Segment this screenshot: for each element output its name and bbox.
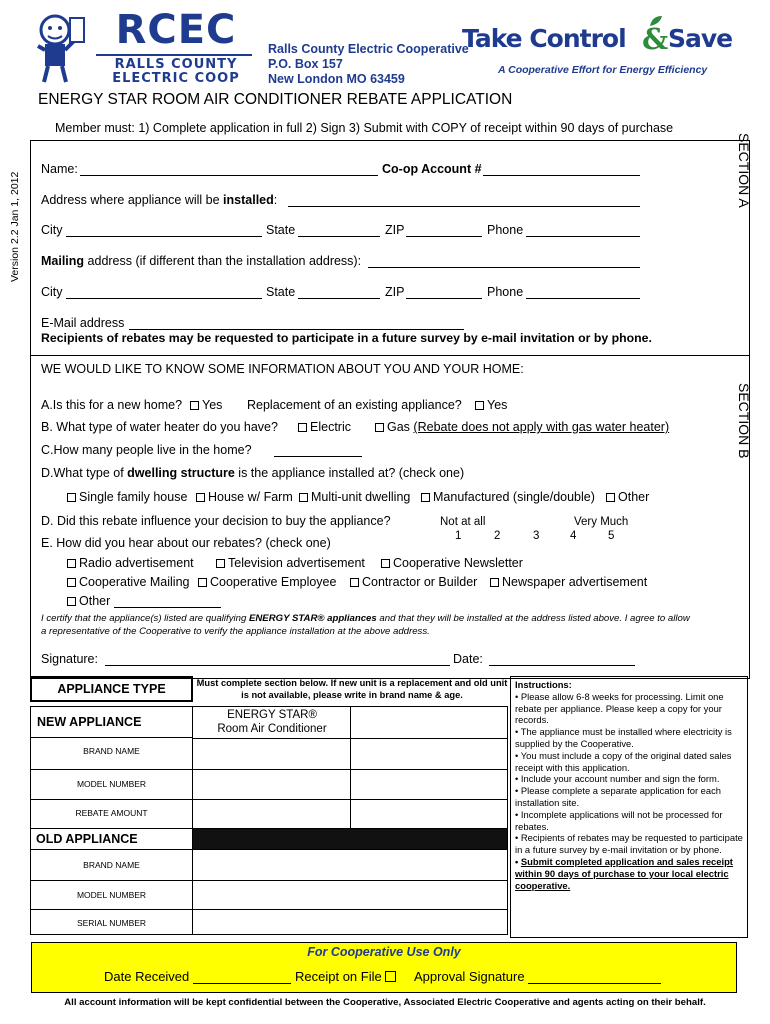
phone-field[interactable]	[526, 236, 640, 237]
email-label: E-Mail address	[41, 316, 125, 330]
name-label: Name:	[41, 162, 78, 176]
leaf-icon	[648, 14, 664, 28]
new-model-number-label: MODEL NUMBER	[76, 779, 147, 789]
state-label: State	[266, 223, 296, 237]
section-b-label: SECTION B	[736, 383, 752, 459]
old-serial-number-label: SERIAL NUMBER	[76, 918, 147, 928]
hear-radio[interactable]: Radio advertisement	[67, 556, 194, 570]
dwelling-multi-unit[interactable]: Multi-unit dwelling	[299, 490, 410, 504]
signature-label: Signature:	[41, 652, 98, 666]
q-a-yes-option[interactable]: Yes	[190, 398, 222, 412]
city-field[interactable]	[66, 236, 262, 237]
brand-title-1: Take Control	[462, 24, 626, 53]
new-brand-name-cell-2[interactable]	[352, 740, 506, 768]
mailing-state-label: State	[266, 285, 296, 299]
rcec-logo	[30, 7, 260, 86]
version-label: Version 2.2 Jan 1, 2012	[9, 171, 21, 282]
date-label: Date:	[453, 652, 483, 666]
instructions-content	[515, 679, 743, 891]
mailing-city-field[interactable]	[66, 298, 262, 299]
q-b-gas-checkbox[interactable]	[375, 423, 384, 432]
install-address-label: Address where appliance will be installed:	[41, 193, 278, 207]
receipt-on-file-label: Receipt on File	[295, 969, 396, 984]
approval-signature-label: Approval Signature	[414, 969, 525, 984]
q-b-electric-checkbox[interactable]	[298, 423, 307, 432]
logo-text: RCEC	[115, 7, 237, 53]
instruction-item: • Recipients of rebates may be requested to participate in a future survey by e-mail invitation or by phone.	[515, 832, 743, 856]
certify-line-1: I certify that the appliance(s) listed are qualifying ENERGY STAR® appliances and that they will be installed at the address listed above. I agree to allow	[41, 613, 690, 624]
approval-signature-field[interactable]	[528, 983, 661, 984]
scale-5[interactable]: 5	[608, 530, 615, 542]
q-a-yes-checkbox[interactable]	[190, 401, 199, 410]
account-field[interactable]	[483, 175, 640, 176]
state-field[interactable]	[298, 236, 380, 237]
form-title: ENERGY STAR ROOM AIR CONDITIONER REBATE APPLICATION	[38, 91, 513, 108]
date-received-field[interactable]	[193, 983, 291, 984]
date-received-label: Date Received	[104, 969, 190, 984]
new-rebate-amount-cell[interactable]	[194, 801, 349, 827]
instruction-item: • The appliance must be installed where electricity is supplied by the Cooperative.	[515, 726, 732, 749]
email-field[interactable]	[129, 329, 464, 330]
zip-label: ZIP	[385, 223, 405, 237]
q-d-label: D.What type of dwelling structure is the appliance installed at? (check one)	[41, 466, 465, 480]
appliance-type-header	[30, 676, 193, 702]
q-e-label: E. How did you hear about our rebates? (check one)	[41, 536, 331, 550]
certify-line-2: a representative of the Cooperative to verify the appliance installation at the above address.	[41, 626, 430, 637]
old-appliance-text: OLD APPLIANCE	[36, 832, 138, 846]
section-b-intro: WE WOULD LIKE TO KNOW SOME INFORMATION ABOUT YOU AND YOUR HOME:	[41, 362, 524, 376]
old-model-number-label: MODEL NUMBER	[76, 890, 147, 900]
brand-title-2: Save	[668, 24, 733, 53]
hear-television[interactable]: Television advertisement	[216, 556, 365, 570]
section-a-label: SECTION A	[736, 133, 752, 208]
new-model-number-cell-2[interactable]	[352, 771, 506, 798]
old-appliance-header	[30, 828, 193, 850]
energy-star-column-header: ENERGY STAR® Room Air Conditioner	[217, 709, 327, 735]
scale-1[interactable]: 1	[455, 530, 462, 542]
hear-other-checkbox[interactable]	[67, 597, 76, 606]
zip-field[interactable]	[406, 236, 482, 237]
mailing-address-field[interactable]	[368, 267, 640, 268]
old-brand-name-label: BRAND NAME	[83, 860, 140, 870]
dwelling-other-checkbox[interactable]	[606, 493, 615, 502]
dwelling-manufactured[interactable]: Manufactured (single/double)	[421, 490, 595, 504]
take-control-save-logo	[462, 24, 752, 82]
scale-3[interactable]: 3	[533, 530, 540, 542]
hear-employee-checkbox[interactable]	[198, 578, 207, 587]
instruction-item: • Please allow 6-8 weeks for processing. Limit one rebate per appliance. Please keep a copy for your records.	[515, 690, 724, 726]
mailing-phone-field[interactable]	[526, 298, 640, 299]
q-c-field[interactable]	[274, 456, 362, 457]
logo-sub-1: RALLS COUNTY	[114, 57, 238, 72]
q-a-replace-yes-checkbox[interactable]	[475, 401, 484, 410]
old-appliance-dark-band	[193, 829, 507, 849]
brand-amp: &	[642, 22, 669, 56]
appliance-type-text: APPLIANCE TYPE	[57, 682, 166, 696]
q-b-gas-option[interactable]: Gas (Rebate does not apply with gas water heater)	[375, 420, 669, 434]
old-serial-number-cell[interactable]	[194, 911, 506, 933]
hear-employee[interactable]: Cooperative Employee	[198, 575, 336, 589]
mailing-address-label: Mailing address (if different than the installation address):	[41, 254, 362, 268]
hear-other-field[interactable]	[114, 607, 221, 608]
q-a-replace-label: Replacement of an existing appliance?	[247, 398, 462, 412]
new-brand-name-cell[interactable]	[194, 740, 349, 768]
mailing-state-field[interactable]	[298, 298, 380, 299]
hear-radio-checkbox[interactable]	[67, 559, 76, 568]
q-a-label: A.Is this for a new home?	[41, 398, 183, 412]
instructions-title: Instructions:	[515, 679, 572, 690]
hear-newspaper[interactable]: Newspaper advertisement	[490, 575, 647, 589]
q-a-replace-yes-option[interactable]: Yes	[475, 398, 507, 412]
hear-contractor-checkbox[interactable]	[350, 578, 359, 587]
old-model-number-cell[interactable]	[194, 882, 506, 908]
q-d2-label: D. Did this rebate influence your decision to buy the appliance?	[41, 514, 391, 528]
account-label: Co-op Account #	[382, 162, 482, 176]
coop-name: Ralls County Electric Cooperative	[268, 42, 469, 56]
dwelling-single-family[interactable]: Single family house	[67, 490, 187, 504]
member-instructions: Member must: 1) Complete application in full 2) Sign 3) Submit with COPY of receipt within 90 days of purchase	[55, 121, 674, 135]
install-address-field[interactable]	[288, 206, 640, 207]
hear-newsletter-checkbox[interactable]	[381, 559, 390, 568]
mascot-icon	[30, 10, 100, 85]
confidentiality-footer: All account information will be kept confidential between the Cooperative, Associated Electric Cooperative and agents acting on their behalf.	[64, 997, 706, 1008]
hear-newsletter[interactable]: Cooperative Newsletter	[381, 556, 523, 570]
hear-television-checkbox[interactable]	[216, 559, 225, 568]
logo-sub-2: ELECTRIC COOP	[112, 71, 240, 86]
dwelling-manufactured-checkbox[interactable]	[421, 493, 430, 502]
coop-use-title: For Cooperative Use Only	[307, 945, 461, 959]
hear-contractor[interactable]: Contractor or Builder	[350, 575, 477, 589]
dwelling-other[interactable]: Other	[606, 490, 649, 504]
phone-label: Phone	[487, 223, 524, 237]
hear-other[interactable]: Other	[67, 594, 110, 608]
scale-2[interactable]: 2	[494, 530, 501, 542]
q-b-label: B. What type of water heater do you have?	[41, 420, 278, 434]
dwelling-single-family-checkbox[interactable]	[67, 493, 76, 502]
instruction-item: • Include your account number and sign the form.	[515, 773, 720, 785]
coop-po-box: P.O. Box 157	[268, 57, 343, 71]
dwelling-multi-unit-checkbox[interactable]	[299, 493, 308, 502]
scale-high-label: Very Much	[574, 516, 629, 528]
survey-note: Recipients of rebates may be requested to participate in a future survey by e-mail invitation or by phone.	[41, 331, 652, 345]
instruction-item: • Please complete a separate application for each installation site.	[515, 785, 722, 808]
new-appliance-header	[30, 706, 193, 738]
old-brand-name-cell[interactable]	[194, 851, 506, 879]
q-c-label: C.How many people live in the home?	[41, 443, 252, 457]
scale-4[interactable]: 4	[570, 530, 577, 542]
signature-field[interactable]	[105, 665, 450, 666]
mailing-zip-label: ZIP	[385, 285, 405, 299]
hear-mailing[interactable]: Cooperative Mailing	[67, 575, 189, 589]
appliance-instruction: Must complete section below. If new unit is a replacement and old unit is not available, please write in brand name & age.	[196, 678, 508, 700]
mailing-zip-field[interactable]	[406, 298, 482, 299]
dwelling-house-farm-checkbox[interactable]	[196, 493, 205, 502]
instruction-final-item: • Submit completed application and sales receipt within 90 days of purchase to your local electric cooperative.	[515, 855, 733, 891]
instruction-item: • Incomplete applications will not be processed for rebates.	[515, 808, 723, 832]
coop-city-state: New London MO 63459	[268, 72, 405, 86]
name-field[interactable]	[80, 175, 378, 176]
new-rebate-amount-label: REBATE AMOUNT	[75, 808, 148, 818]
new-rebate-amount-cell-2[interactable]	[352, 801, 506, 827]
new-appliance-text: NEW APPLIANCE	[37, 715, 142, 729]
scale-low-label: Not at all	[440, 516, 486, 528]
hear-newspaper-checkbox[interactable]	[490, 578, 499, 587]
new-brand-name-label: BRAND NAME	[83, 746, 140, 756]
instruction-item: • You must include a copy of the original dated sales receipt with this application.	[515, 749, 732, 773]
q-b-gas-note: (Rebate does not apply with gas water heater)	[413, 420, 670, 434]
date-field[interactable]	[489, 665, 635, 666]
mailing-city-label: City	[41, 285, 63, 299]
q-b-electric-option[interactable]: Electric	[298, 420, 351, 434]
mailing-phone-label: Phone	[487, 285, 524, 299]
receipt-on-file-checkbox[interactable]	[385, 971, 396, 982]
hear-mailing-checkbox[interactable]	[67, 578, 76, 587]
dwelling-house-farm[interactable]: House w/ Farm	[196, 490, 293, 504]
brand-tagline: A Cooperative Effort for Energy Efficiency	[498, 64, 708, 76]
city-label: City	[41, 223, 63, 237]
new-model-number-cell[interactable]	[194, 771, 349, 798]
